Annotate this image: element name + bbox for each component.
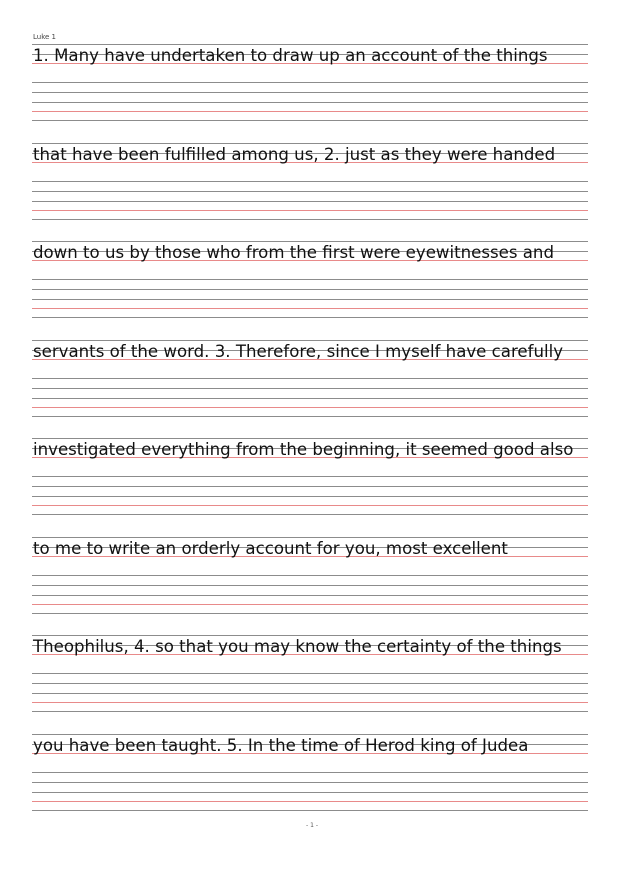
guide-rule-gray (32, 317, 588, 318)
guide-rule-gray (32, 438, 588, 439)
guide-rule-gray (32, 683, 588, 684)
guide-rule-gray (32, 537, 588, 538)
guide-rule-gray (32, 635, 588, 636)
practice-line-block (32, 340, 588, 420)
guide-rule-red (32, 604, 588, 605)
guide-rule-gray (32, 711, 588, 712)
guide-rule-gray (32, 82, 588, 83)
guide-rule-gray (32, 398, 588, 399)
guide-rule-gray (32, 120, 588, 121)
guide-rule-gray (32, 92, 588, 93)
guide-rule-gray (32, 810, 588, 811)
guide-rule-gray (32, 416, 588, 417)
guide-rule-red (32, 505, 588, 506)
tracing-text-line: down to us by those who from the first were eyewitnesses and (33, 243, 554, 262)
guide-rule-gray (32, 476, 588, 477)
guide-rule-red (32, 308, 588, 309)
tracing-text-line: Theophilus, 4. so that you may know the certainty of the things (33, 637, 562, 656)
guide-rule-red (32, 111, 588, 112)
guide-rule-gray (32, 191, 588, 192)
guide-rule-gray (32, 299, 588, 300)
guide-rule-gray (32, 201, 588, 202)
tracing-text-line: to me to write an orderly account for you, most excellent (33, 539, 508, 558)
page-number: - 1 - (306, 822, 318, 829)
guide-rule-gray (32, 613, 588, 614)
tracing-text-line: you have been taught. 5. In the time of Herod king of Judea (33, 736, 529, 755)
guide-rule-gray (32, 219, 588, 220)
guide-rule-gray (32, 289, 588, 290)
practice-line-block (32, 635, 588, 715)
guide-rule-gray (32, 693, 588, 694)
guide-rule-gray (32, 575, 588, 576)
tracing-text-line: 1. Many have undertaken to draw up an account of the things (33, 46, 548, 65)
guide-rule-gray (32, 181, 588, 182)
guide-rule-gray (32, 388, 588, 389)
practice-line-block (32, 734, 588, 814)
guide-rule-gray (32, 782, 588, 783)
guide-rule-gray (32, 143, 588, 144)
guide-rule-gray (32, 340, 588, 341)
practice-line-block (32, 241, 588, 321)
practice-line-block (32, 44, 588, 124)
guide-rule-red (32, 210, 588, 211)
guide-rule-gray (32, 496, 588, 497)
guide-rule-gray (32, 102, 588, 103)
practice-line-block (32, 438, 588, 518)
tracing-text-line: servants of the word. 3. Therefore, since I myself have carefully (33, 342, 564, 361)
practice-line-block (32, 537, 588, 617)
guide-rule-gray (32, 486, 588, 487)
tracing-text-line: investigated everything from the beginning, it seemed good also (33, 440, 574, 459)
guide-rule-gray (32, 514, 588, 515)
guide-rule-gray (32, 585, 588, 586)
guide-rule-gray (32, 279, 588, 280)
guide-rule-gray (32, 792, 588, 793)
guide-rule-gray (32, 595, 588, 596)
guide-rule-gray (32, 378, 588, 379)
tracing-text-line: that have been fulfilled among us, 2. just as they were handed (33, 145, 556, 164)
guide-rule-red (32, 407, 588, 408)
guide-rule-red (32, 801, 588, 802)
page-header: Luke 1 (33, 33, 57, 41)
guide-rule-gray (32, 241, 588, 242)
guide-rule-gray (32, 673, 588, 674)
practice-line-block (32, 143, 588, 223)
guide-rule-gray (32, 772, 588, 773)
guide-rule-red (32, 702, 588, 703)
guide-rule-gray (32, 734, 588, 735)
guide-rule-gray (32, 44, 588, 45)
